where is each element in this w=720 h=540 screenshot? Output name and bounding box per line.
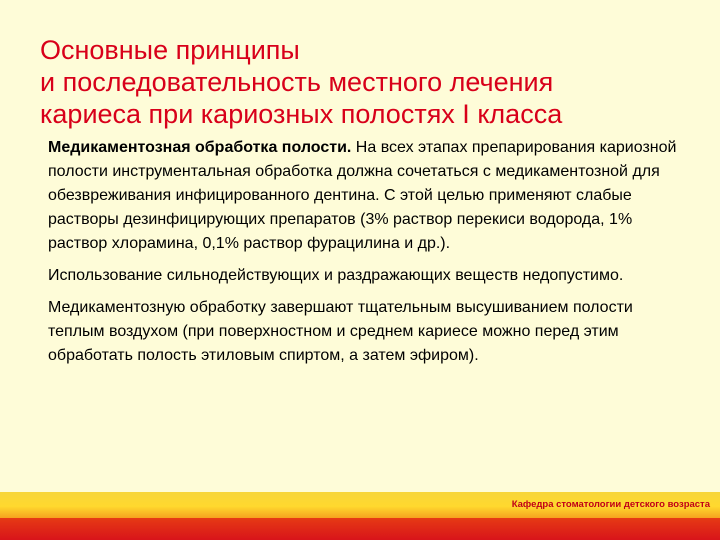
paragraph-medication [48,136,688,256]
paragraph-prohibition: Использование сильнодействующих и раздражающих веществ недопустимо. [48,267,624,284]
footer-band [0,492,720,540]
footer-stripe-red [0,518,720,540]
slide-title [40,34,700,130]
title-line-2: и последовательность местного лечения [40,67,554,97]
footer-department-label: Кафедра стоматологии детского возраста [511,499,710,510]
paragraph-medication-text: На всех этапах препарирования кариозной полости инструментальная обработка должна сочетаться с медикаментозной для обезвреживания инфицированного дентина. С этой целью применяют слабые растворы дезинфицирующих препаратов (3% раствор перекиси водорода, 1% раствор хлорамина, 0,1% раствор фурацилина и др.). [48,139,677,252]
title-line-1: Основные принципы [40,35,300,65]
title-line-3: кариеса при кариозных полостях I класса [40,99,563,129]
paragraph-drying: Медикаментозную обработку завершают тщательным высушиванием полости теплым воздухом (при поверхностном и среднем кариесе можно перед этим обработать полость этиловым спиртом, а затем эфиром). [48,299,633,364]
paragraph-heading: Медикаментозная обработка полости. [48,139,352,156]
slide-body [48,136,688,376]
